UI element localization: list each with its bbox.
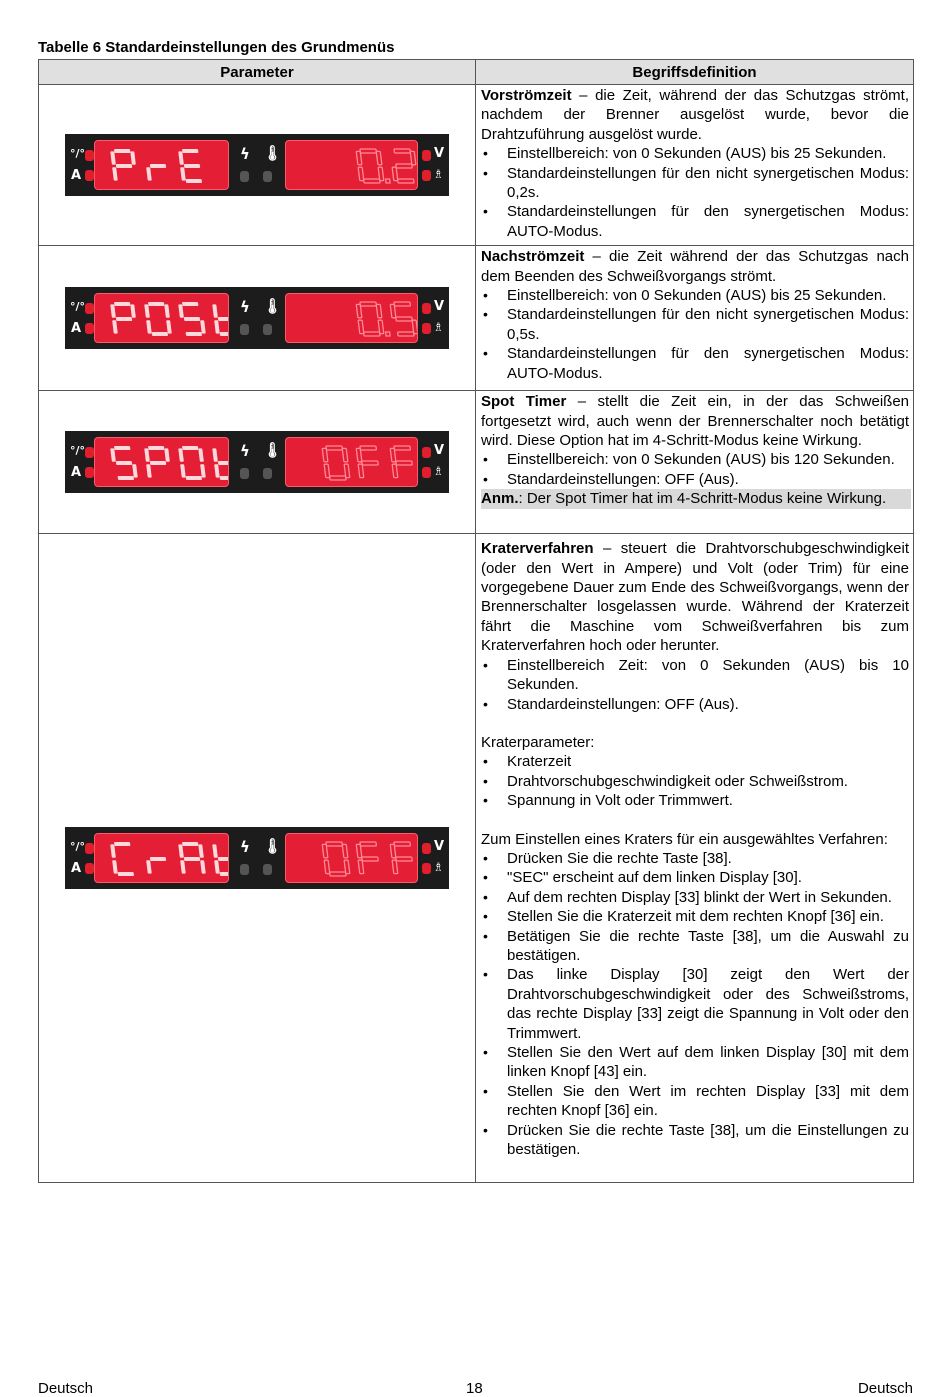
torch-icon: ♗: [433, 320, 444, 335]
torch-icon: ♗: [433, 464, 444, 479]
parameter-cell: [39, 85, 476, 246]
list-item: • Standardeinstellungen für den nicht synergetischen Modus: 0,2s.: [481, 164, 909, 203]
segment-digits: [95, 834, 228, 883]
list-item: • Stellen Sie den Wert auf dem linken Display [30] mit dem linken Knopf [43] ein.: [481, 1043, 909, 1082]
definition-cell: [476, 85, 914, 246]
thermometer-icon: 🌡︎: [263, 297, 283, 316]
amp-icon: A: [71, 861, 82, 877]
left-display: [94, 833, 229, 883]
volt-icon: V: [434, 299, 445, 315]
note-text: : Der Spot Timer hat im 4-Schritt-Modus keine Wirkung.: [518, 490, 887, 508]
list-item: • Standardeinstellungen: OFF (Aus).: [481, 470, 909, 489]
term: Spot Timer: [481, 393, 567, 411]
volt-icon: V: [434, 146, 445, 162]
segment-digits: [95, 141, 228, 190]
header-definition: Begriffsdefinition: [476, 60, 914, 85]
indicator-led: [422, 467, 431, 478]
wire-speed-icon: °/°: [70, 444, 86, 458]
right-display: [285, 140, 418, 190]
indicator-led: [422, 447, 431, 458]
list-item: • Standardeinstellungen: OFF (Aus).: [481, 695, 909, 714]
list-item: • Einstellbereich: von 0 Sekunden (AUS) bis 25 Sekunden.: [481, 286, 909, 305]
thermometer-icon: 🌡︎: [263, 837, 283, 856]
settings-table: [38, 59, 914, 1183]
term: Nachströmzeit: [481, 248, 585, 266]
table-row: [39, 85, 914, 246]
note-label: Anm.: [481, 490, 519, 508]
indicator-led: [422, 863, 431, 874]
display-panel: [65, 134, 449, 196]
indicator-led: [85, 303, 94, 314]
params-title: Kraterparameter:: [481, 733, 595, 751]
indicator-led: [422, 323, 431, 334]
list-item: • Einstellbereich Zeit: von 0 Sekunden (AUS) bis 10 Sekunden.: [481, 656, 909, 695]
wire-speed-icon: °/°: [70, 840, 86, 854]
bullet-list: [481, 849, 909, 1160]
list-item: • Auf dem rechten Display [33] blinkt der Wert in Sekunden.: [481, 888, 909, 907]
definition-cell: [476, 534, 914, 1183]
indicator-led: [85, 170, 94, 181]
wire-speed-icon: °/°: [70, 147, 86, 161]
list-item: • Betätigen Sie die rechte Taste [38], um die Auswahl zu bestätigen.: [481, 927, 909, 966]
indicator-led: [85, 843, 94, 854]
left-display: [94, 293, 229, 343]
list-item: • Einstellbereich: von 0 Sekunden (AUS) bis 120 Sekunden.: [481, 450, 909, 469]
indicator-led: [422, 843, 431, 854]
header-parameter: Parameter: [39, 60, 476, 85]
lightning-icon: ϟ: [240, 298, 250, 317]
bullet-list: [481, 752, 909, 810]
amp-icon: A: [71, 465, 82, 481]
thermometer-icon: 🌡︎: [263, 441, 283, 460]
lead-text: – steuert die Drahtvorschubgeschwindigkeit (oder den Wert in Ampere) und Volt (oder Trim) für eine vorgegebene Dauer zum Ende des Schweißvorgangs, wenn der Brennerschalter losgelassen wurde. Während der Kraterzeit fährt die Maschine vom Schweißverfahren bis zum Kraterverfahren hoch oder herunter.: [481, 540, 909, 655]
indicator-led: [85, 447, 94, 458]
parameter-cell: [39, 246, 476, 391]
lead-text: – die Zeit, während der das Schutzgas strömt, nachdem der Brenner ausgelöst wurde, bevor die Drahtzuführung ausgelöst wurde.: [481, 87, 909, 143]
torch-icon: ♗: [433, 167, 444, 182]
list-item: • Drahtvorschubgeschwindigkeit oder Schweißstrom.: [481, 772, 909, 791]
indicator-led: [85, 467, 94, 478]
segment-digits: [95, 438, 228, 487]
right-display: [285, 833, 418, 883]
display-panel: [65, 431, 449, 493]
list-item: • Drücken Sie die rechte Taste [38].: [481, 849, 909, 868]
parameter-cell: [39, 391, 476, 534]
footer-left: Deutsch: [38, 1380, 94, 1397]
parameter-cell: [39, 534, 476, 1183]
table-row: [39, 391, 914, 534]
term: Vorströmzeit: [481, 87, 572, 104]
list-item: • Einstellbereich: von 0 Sekunden (AUS) bis 25 Sekunden.: [481, 144, 909, 163]
left-display: [94, 140, 229, 190]
term: Kraterverfahren: [481, 540, 594, 558]
segment-digits: [286, 294, 417, 343]
list-item: • "SEC" erscheint auf dem linken Display [30].: [481, 868, 909, 887]
list-item: • Standardeinstellungen für den synergetischen Modus: AUTO-Modus.: [481, 344, 909, 383]
right-display: [285, 437, 418, 487]
wire-speed-icon: °/°: [70, 300, 86, 314]
segment-digits: [286, 141, 417, 190]
right-display: [285, 293, 418, 343]
steps-title: Zum Einstellen eines Kraters für ein ausgewähltes Verfahren:: [481, 830, 888, 848]
segment-digits: [286, 438, 417, 487]
amp-icon: A: [71, 321, 82, 337]
segment-digits: [286, 834, 417, 883]
amp-icon: A: [71, 168, 82, 184]
volt-icon: V: [434, 443, 445, 459]
indicator-led: [85, 323, 94, 334]
lead-text: – die Zeit während der das Schutzgas nach dem Beenden des Schweißvorgangs strömt.: [481, 248, 909, 285]
bullet-list: [481, 286, 909, 383]
left-display: [94, 437, 229, 487]
table-row: [39, 246, 914, 391]
list-item: • Stellen Sie die Kraterzeit mit dem rechten Knopf [36] ein.: [481, 907, 909, 926]
indicator-led: [422, 150, 431, 161]
indicator-led: [85, 863, 94, 874]
thermometer-icon: 🌡︎: [263, 144, 283, 163]
indicator-led: [263, 468, 272, 479]
lightning-icon: ϟ: [240, 838, 250, 857]
table-row: [39, 534, 914, 1183]
indicator-led: [263, 864, 272, 875]
indicator-led: [240, 864, 249, 875]
table-header-row: [39, 60, 914, 85]
page-number: 18: [466, 1380, 483, 1397]
indicator-led: [85, 150, 94, 161]
torch-icon: ♗: [433, 860, 444, 875]
list-item: • Drücken Sie die rechte Taste [38], um die Einstellungen zu bestätigen.: [481, 1121, 909, 1160]
indicator-led: [240, 468, 249, 479]
definition-cell: [476, 391, 914, 534]
table-caption: Tabelle 6 Standardeinstellungen des Grundmenüs: [38, 39, 395, 56]
lightning-icon: ϟ: [240, 442, 250, 461]
list-item: • Das linke Display [30] zeigt den Wert der Drahtvorschubgeschwindigkeit oder des Schweißstroms, das rechte Display [33] zeigt die Spannung in Volt oder den Trimmwert.: [481, 965, 909, 1043]
list-item: • Spannung in Volt oder Trimmwert.: [481, 791, 909, 810]
indicator-led: [240, 171, 249, 182]
list-item: • Standardeinstellungen für den nicht synergetischen Modus: 0,5s.: [481, 305, 909, 344]
list-item: • Stellen Sie den Wert im rechten Display [33] mit dem rechten Knopf [36] ein.: [481, 1082, 909, 1121]
segment-digits: [95, 294, 228, 343]
display-panel: [65, 287, 449, 349]
lightning-icon: ϟ: [240, 145, 250, 164]
indicator-led: [263, 171, 272, 182]
footer-right: Deutsch: [857, 1380, 913, 1397]
bullet-list: [481, 450, 909, 489]
note: [481, 489, 911, 508]
indicator-led: [263, 324, 272, 335]
list-item: • Kraterzeit: [481, 752, 909, 771]
indicator-led: [240, 324, 249, 335]
lead-text: – stellt die Zeit ein, in der das Schweißen fortgesetzt wird, auch wenn der Brennerschalter noch betätigt wird. Diese Option hat im 4-Schritt-Modus keine Wirkung.: [481, 393, 910, 450]
volt-icon: V: [434, 839, 445, 855]
indicator-led: [422, 303, 431, 314]
list-item: • Standardeinstellungen für den synergetischen Modus: AUTO-Modus.: [481, 202, 909, 241]
definition-cell: [476, 246, 914, 391]
bullet-list: [481, 144, 909, 241]
bullet-list: [481, 656, 909, 714]
indicator-led: [422, 170, 431, 181]
display-panel: [65, 827, 449, 889]
